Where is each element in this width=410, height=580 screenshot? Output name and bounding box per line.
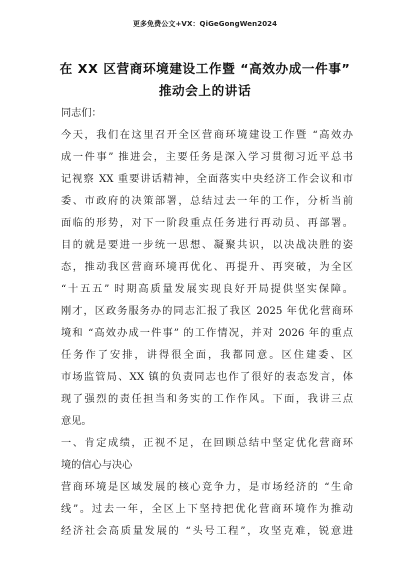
body-text-line: 刚才，区政务服务办的同志汇报了我区 2025 年优化营商环 <box>61 306 353 317</box>
body-text-line: 经济社会高质量发展的 “头号工程”，攻坚克难，锐意进 <box>61 526 353 537</box>
document-body <box>61 103 353 543</box>
body-text-line: 境和 “高效办成一件事” 的工作情况，并对 2026 年的重点 <box>61 328 353 339</box>
body-text-line: 意见。 <box>61 416 92 427</box>
body-text-line: 营商环境是区域发展的核心竞争力，是市场经济的 “生命 <box>61 482 353 493</box>
body-text-line: 任务作了安排，讲得很全面，我都同意。区住建委、区 <box>61 350 353 361</box>
body-text-line: 线”。过去一年，全区上下坚持把优化营商环境作为推动 <box>61 504 353 515</box>
document-title-line-2: 推动会上的讲话 <box>158 83 252 98</box>
body-text-line: 面临的形势，对下一阶段重点任务进行再动员、再部署。 <box>61 218 353 229</box>
header-note: 更多免费公文+VX：QiGeGongWen2024 <box>132 20 278 28</box>
body-text-line: 同志们： <box>61 108 102 119</box>
body-text-line: 态，推动我区营商环境再优化、再提升、再突破，为全区 <box>61 262 353 273</box>
body-text-line: 一、肯定成绩，正视不足，在回顾总结中坚定优化营商环 <box>61 438 353 449</box>
document-title-line-1: 在 XX 区营商环境建设工作暨 “高效办成一件事” <box>59 61 351 76</box>
body-text-line: 现了强烈的责任担当和务实的工作作风。下面，我讲三点 <box>61 394 353 405</box>
body-text-line: 市场监管局、XX 镇的负责同志也作了很好的表态发言，体 <box>61 372 353 383</box>
body-text-line: 境的信心与决心 <box>61 460 133 471</box>
body-text-line: 目的就是要进一步统一思想、凝聚共识，以决战决胜的姿 <box>61 240 353 251</box>
body-text-line: 成一件事” 推进会，主要任务是深入学习贯彻习近平总书 <box>61 152 353 163</box>
body-text-line: “十五五” 时期高质量发展实现良好开局提供坚实保障。 <box>61 284 353 295</box>
body-text-line: 委、市政府的决策部署，总结过去一年的工作，分析当前 <box>61 196 353 207</box>
body-text-line: 今天，我们在这里召开全区营商环境建设工作暨 “高效办 <box>61 130 353 141</box>
body-text-line: 记视察 XX 重要讲话精神，全面落实中央经济工作会议和市 <box>61 174 353 185</box>
